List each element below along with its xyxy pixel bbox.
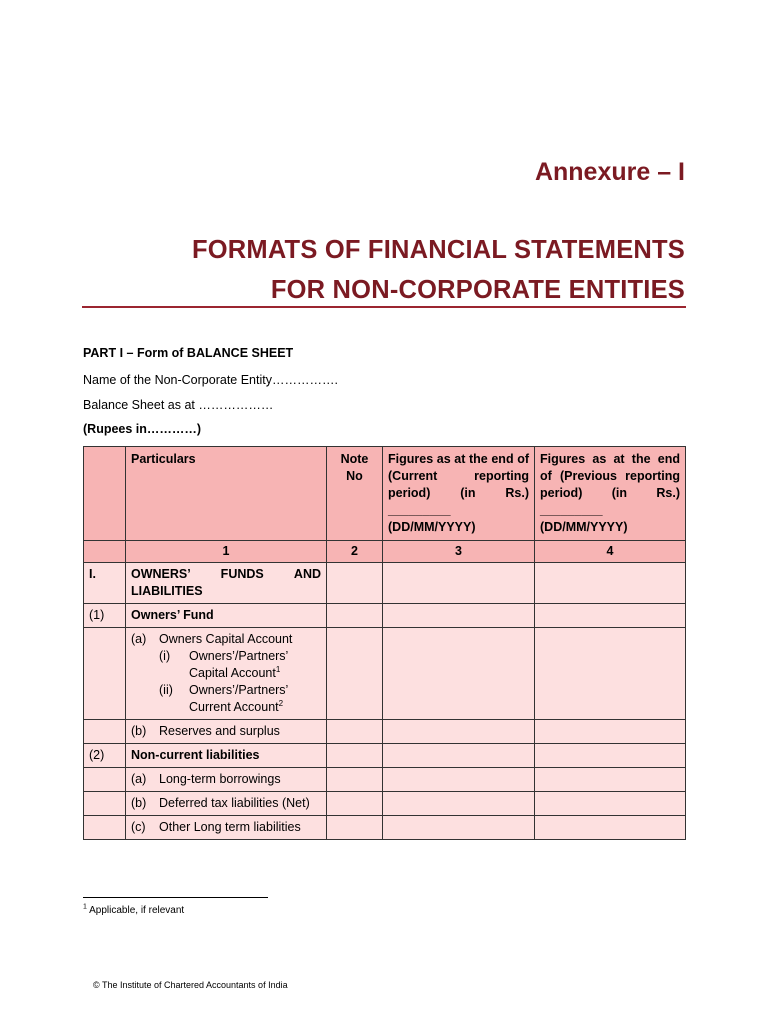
footnote-number: 1: [83, 903, 87, 911]
row-number: [84, 768, 126, 792]
part-heading: PART I – Form of BALANCE SHEET: [83, 346, 294, 360]
note-cell: [327, 768, 383, 792]
item-text: Owners Capital Account: [159, 632, 293, 646]
row-number: I.: [84, 563, 126, 604]
previous-value-cell: [535, 720, 686, 744]
table-header-row: [84, 447, 686, 541]
row-number: [84, 628, 126, 720]
row-label: Non-current liabilities: [126, 744, 327, 768]
header-particulars: Particulars: [126, 447, 327, 541]
row-label: [126, 768, 327, 792]
item-letter: (b): [131, 796, 147, 810]
table-row: [84, 563, 686, 604]
table-row: [84, 792, 686, 816]
previous-value-cell: [535, 563, 686, 604]
header-current-period: Figures as at the end of (Current reporting period) (in Rs.) _________ (DD/MM/YYYY): [383, 447, 535, 541]
item-letter: (c): [131, 820, 146, 834]
column-number-3: 3: [383, 541, 535, 563]
entity-name-line: Name of the Non-Corporate Entity…………….: [83, 373, 338, 387]
balance-sheet-table: [83, 446, 686, 840]
page-title: [192, 230, 685, 310]
current-value-cell: [383, 720, 535, 744]
title-line-1: FORMATS OF FINANCIAL STATEMENTS: [191, 236, 685, 264]
row-number: [84, 720, 126, 744]
column-number-4: 4: [535, 541, 686, 563]
item-text: Owners’/Partners’ Capital Account$^1$: [189, 649, 288, 680]
row-label: [126, 628, 327, 720]
table-row: [84, 628, 686, 720]
sub-item: [131, 723, 321, 740]
row-number: [84, 816, 126, 840]
sub-item: [131, 795, 321, 812]
previous-value-cell: [535, 792, 686, 816]
item-text: Deferred tax liabilities (Net): [159, 796, 310, 810]
current-value-cell: [383, 792, 535, 816]
item-text: Reserves and surplus: [159, 724, 280, 738]
header-blank-cell: [84, 447, 126, 541]
previous-value-cell: [535, 604, 686, 628]
row-number: (2): [84, 744, 126, 768]
title-line-2: FOR NON-CORPORATE ENTITIES: [270, 276, 685, 304]
current-value-cell: [383, 744, 535, 768]
previous-value-cell: [535, 628, 686, 720]
note-cell: [327, 816, 383, 840]
item-text: Long-term borrowings: [159, 772, 281, 786]
row-label: [126, 816, 327, 840]
column-number-row: [84, 541, 686, 563]
previous-value-cell: [535, 744, 686, 768]
column-number-2: 2: [327, 541, 383, 563]
row-label: [126, 720, 327, 744]
sub-item: [131, 631, 321, 648]
annexure-heading: Annexure – I: [534, 158, 685, 186]
table-row: [84, 720, 686, 744]
current-value-cell: [383, 563, 535, 604]
copyright-footer: © The Institute of Chartered Accountants of India: [93, 980, 288, 990]
table-row: [84, 816, 686, 840]
note-cell: [327, 720, 383, 744]
previous-value-cell: [535, 816, 686, 840]
header-note-no: Note No: [327, 447, 383, 541]
current-value-cell: [383, 628, 535, 720]
row-number: [84, 792, 126, 816]
item-text: Other Long term liabilities: [159, 820, 301, 834]
column-number-1: 1: [126, 541, 327, 563]
row-label: OWNERS’ FUNDS AND LIABILITIES: [126, 563, 327, 604]
footnote-ref: 1: [275, 664, 281, 674]
sub-item: [131, 819, 321, 836]
current-value-cell: [383, 816, 535, 840]
item-letter: (a): [131, 772, 147, 786]
item-letter: (b): [131, 724, 147, 738]
note-cell: [327, 744, 383, 768]
item-letter: (a): [131, 632, 147, 646]
sub-sub-item: [131, 648, 321, 682]
row-number: (1): [84, 604, 126, 628]
footnote-ref: 2: [278, 698, 284, 708]
row-label: [126, 792, 327, 816]
column-number-blank: [84, 541, 126, 563]
rupees-unit-line: (Rupees in…………): [83, 422, 202, 436]
current-value-cell: [383, 768, 535, 792]
sub-item: [131, 771, 321, 788]
sub-sub-item: [131, 682, 321, 716]
footnote: [83, 905, 184, 916]
table-row: [84, 768, 686, 792]
item-letter: (ii): [159, 683, 173, 697]
balance-sheet-date-line: Balance Sheet as at ………………: [83, 398, 274, 412]
note-cell: [327, 604, 383, 628]
header-previous-period: Figures as at the end of (Previous reporting period) (in Rs.) _________ (DD/MM/YYYY): [535, 447, 686, 541]
row-label: Owners’ Fund: [126, 604, 327, 628]
table-row: [84, 744, 686, 768]
footnote-divider: [83, 897, 268, 898]
title-divider: [82, 306, 686, 308]
note-cell: [327, 628, 383, 720]
current-value-cell: [383, 604, 535, 628]
note-cell: [327, 563, 383, 604]
note-cell: [327, 792, 383, 816]
item-text: Owners’/Partners’ Current Account$^2$: [189, 683, 288, 714]
previous-value-cell: [535, 768, 686, 792]
table-row: [84, 604, 686, 628]
item-letter: (i): [159, 649, 171, 663]
footnote-text: Applicable, if relevant: [86, 905, 185, 916]
